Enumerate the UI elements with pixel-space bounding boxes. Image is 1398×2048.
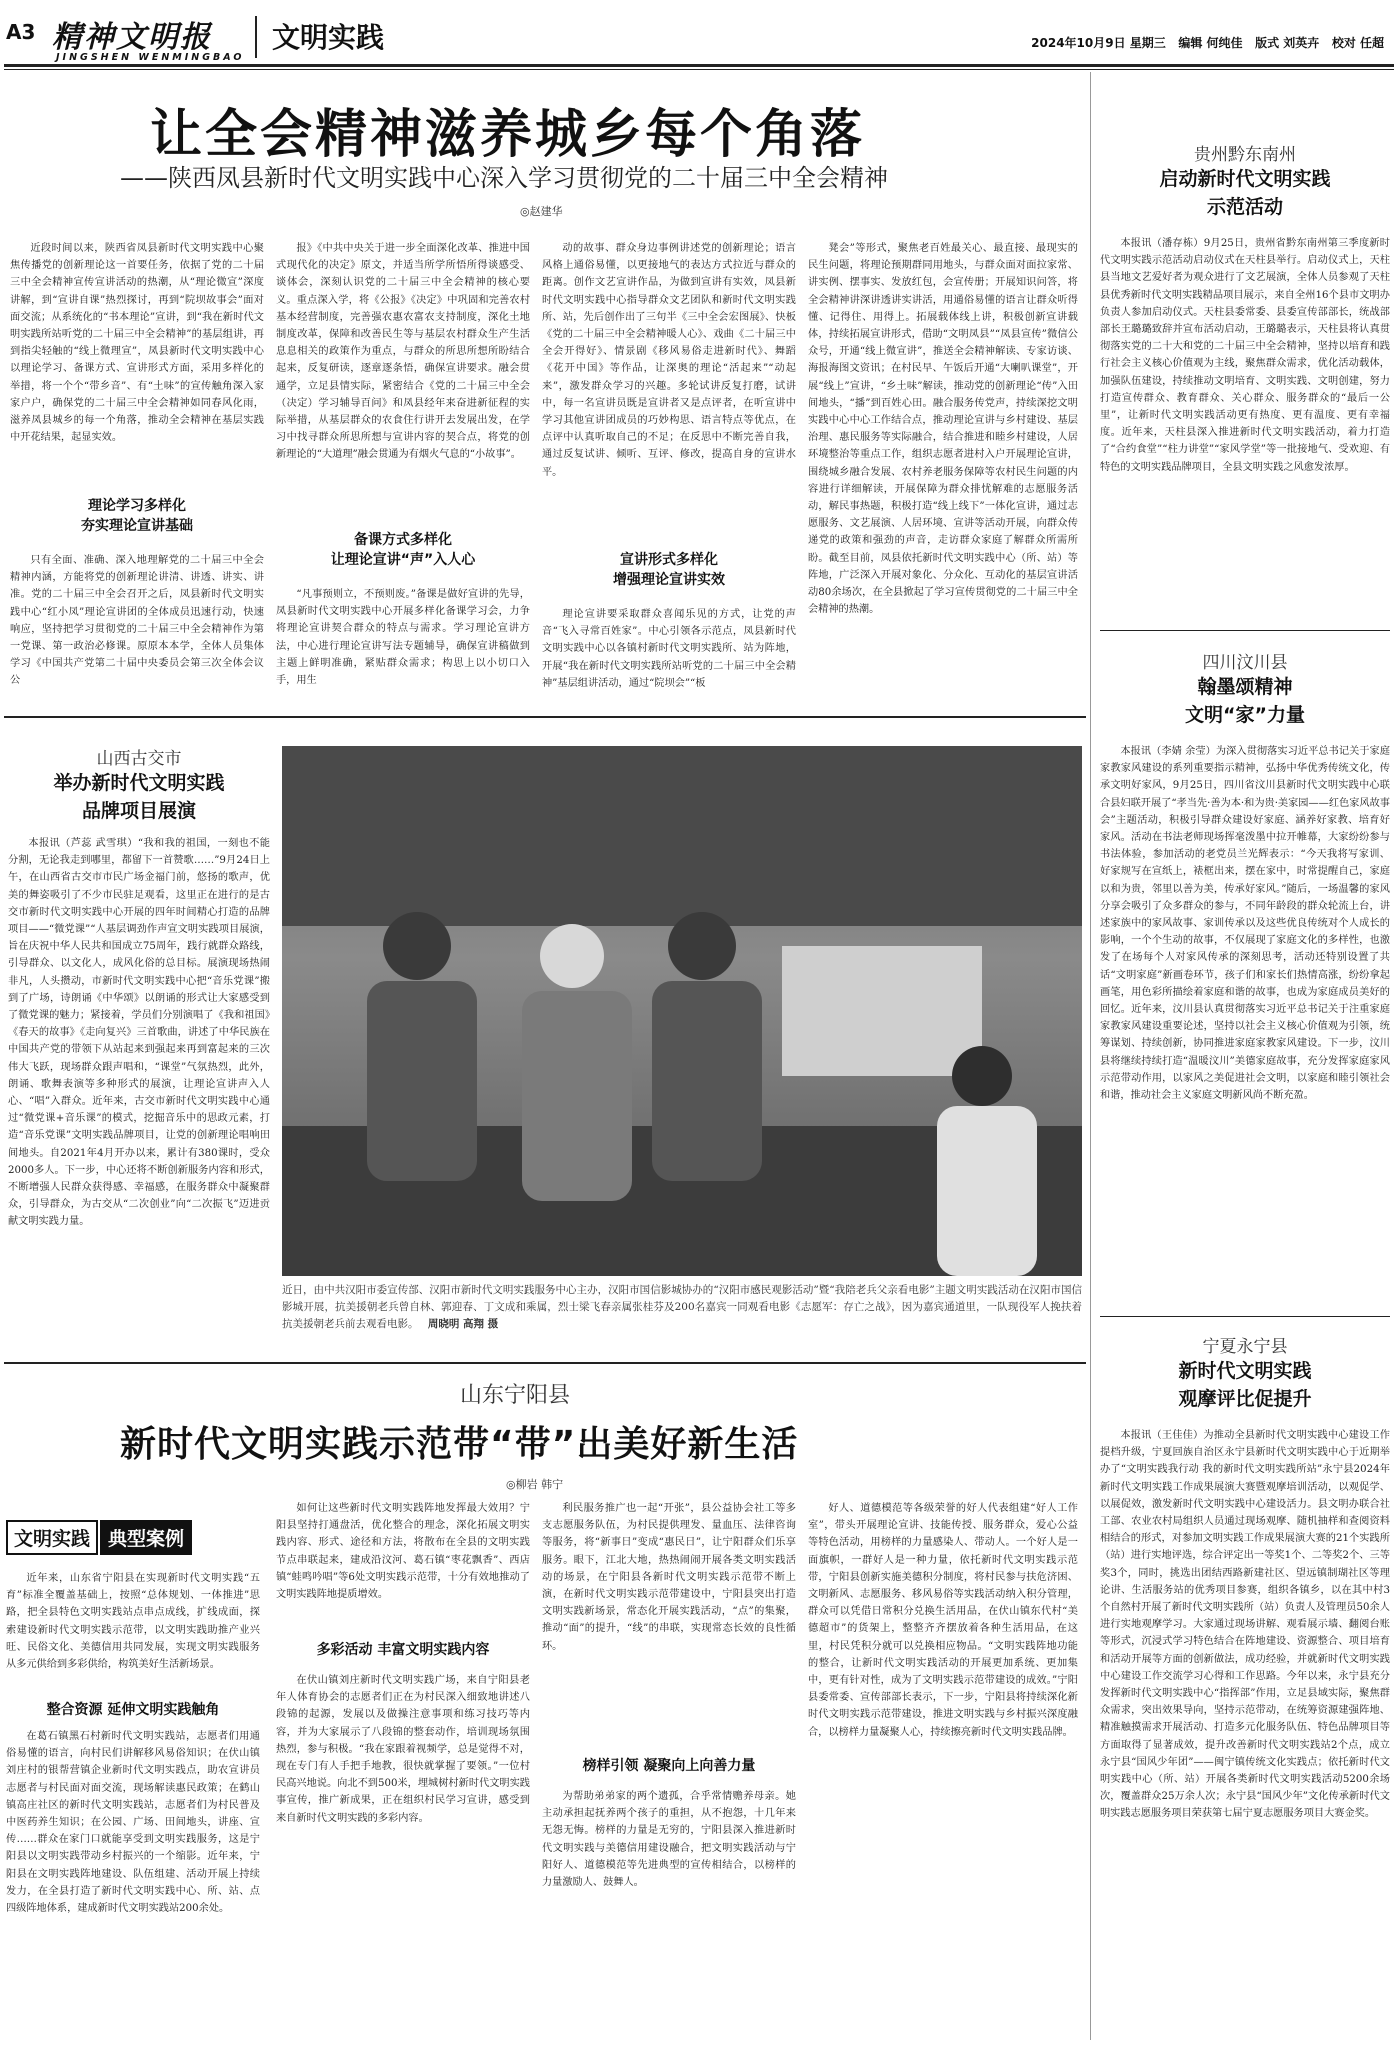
bottom-subhead-1: 整合资源 延伸文明实践触角 xyxy=(46,1702,220,1718)
issue-date: 2024年10月9日 星期三 xyxy=(1031,36,1166,50)
bottom-byline: ◎柳岩 韩宁 xyxy=(506,1478,564,1491)
masthead-rule-thin xyxy=(4,69,1394,70)
side2-title-2: 文明“家”力量 xyxy=(1185,704,1305,726)
side1-title-2: 示范活动 xyxy=(1206,196,1283,218)
side1-body-text: 本报讯（潘存栋）9月25日，贵州省黔东南州第三季度新时代文明实践示范活动启动仪式在天柱县举行。启动仪式上，天柱县当地文艺爱好者为观众进行了文艺展演，全体人员参观了天柱县优秀新时代文明实践精品项目展示，来自全州16个县市文明办负责人参加启动仪式。天柱县委常委、县委宣传部部长，统战部部长王璐璐致辞并宣布活动启动，王璐璐表示，天柱县将认真贯彻落实党的二十大和党的二十届三中全会精神，坚持以培育和践行社会主义核心价值观为主线，聚焦群众需求，优化活动载体，加强队伍建设，持续推动文明培育、文明实践、文明创建，努力打造宣传群众、教育群众、关心群众、服务群众的“最后一公里”，让新时代文明实践活动更有热度、更有温度、更有幸福度。近年来，天柱县深入推进新时代文明实践活动，着力打造了“合约食堂”“柱力讲堂”“家风学堂”等一批接地气、受欢迎、有特色的文明实践品牌项目，全县文明实践之风愈发浓厚。 xyxy=(1100,238,1390,473)
bottom-subhead-3: 榜样引领 凝聚向上向善力量 xyxy=(582,1758,756,1774)
bottom-col-3-text: 利民服务推广也一起“开张”，县公益协会社工等多支志愿服务队伍，为村民提供理发、量血压、法律咨询等服务，将“新事日”变成“惠民日”，让宁阳群众们乐享服务。眼下，江北大地，热热闹闹开展各类文明实践活动的场景，在宁阳县各新时代文明实践示范带不断上演，在新时代文明实践示范带建设中，宁阳县突出打造文明实践新场景，常态化开展实践活动，“点”的集聚，推动“面”的提升，“线”的串联，实现常态长效的良性循环。 xyxy=(542,1503,796,1652)
bottom-region: 山东宁阳县 xyxy=(460,1383,571,1408)
photo-illustration xyxy=(282,746,1082,1276)
side3-body-text: 本报讯（王佳佳）为推动全县新时代文明实践中心建设工作提档升级，宁夏回族自治区永宁县新时代文明实践中心于近期举办了“文明实践我行动 我的新时代文明实践所站”永宁县2024年新时代文明实践工作成果展演大赛暨观摩培训活动，以观促学、以展促效，激发新时代文明实践中心建设活力。县文明办联合社工部、农业农村局组织人员通过现场观摩、随机抽样和查阅资料相结合的形式，对参加文明实践工作成果展演大赛的21个实践所（站）进行实地评选，综合评定出一等奖1个、二等奖2个、三等奖3个，同时，挑选出团结西路新建社区、望远镇制瑚社区等理论讲、生活服务站的优秀项目参赛，组织各镇乡，以在其中村3个自然村开展了新时代文明实践所（站）负责人及管理员50余人进行实地观摩学习。大家通过现场讲解、观看展示墙、翻阅台账等形式，沉浸式学习特色结合在阵地建设、资源整合、项目培育和活动开展等方面的创新做法，成功经验，并就新时代文明实践中心建设工作交流学习心得和工作思路。今年以来，永宁县充分发挥新时代文明实践中心“指挥部”作用，立足县域实际，聚焦群众需求，突出效果导向，坚持示范带动，在统筹资源建强阵地、精准触摸需求开展活动、打造多元化服务队伍、特色品牌项目等方面取得了显著成效，提升改善新时代文明实践站2个点，成立永宁县“国风少年团”——闽宁镇传统文化实践点；依托新时代文明实践中心（所、站）开展各类新时代文明实践活动5200余场次，覆盖群众25万余人次；永宁县“国风少年”文化传承新时代文明实践志愿服务项目荣获第七届宁夏志愿服务项目大赛金奖。 xyxy=(1100,1430,1390,1820)
side2-title-1: 翰墨颂精神 xyxy=(1197,676,1293,698)
lead-col-4 xyxy=(808,240,1078,702)
lead-col-2-text: 报》《中共中央关于进一步全面深化改革、推进中国式现代化的决定》原文，并适当所学所悟所得谈感受、谈体会，深刻认识党的二十届三中全会精神的核心要义。重点深入学，将《公报》《决定》中巩固和完善农村基本经营制度，完善强农惠农富农支持制度，深化土地制度改革，保障和改善民生等与基层农村群众生产生活息息相关的政策作为重点，与群众的所思所想所盼结合起来，反复研读，逐章逐条悟，确保宣讲要求。融会贯通学，立足县情实际，紧密结合《党的二十届三中全会（决定）学习辅导百问》和凤县经年来奋进新征程的实际举措，从基层群众的农食住行讲开去发展出发，在学习中找寻群众所思所想与宣讲内容的契合点，将党的创新理论的“大道理”融会贯通为有烟火气息的“小故事”。 xyxy=(276,243,530,461)
lead-subhead-2a: 备课方式多样化 xyxy=(354,532,452,548)
bottom-subhead-2: 多彩活动 丰富文明实践内容 xyxy=(316,1642,490,1658)
side3-body xyxy=(1100,1427,1390,2047)
masthead-rule xyxy=(4,64,1394,67)
side4-body-text: 本报讯（芦蕊 武雪琪）“我和我的祖国，一刻也不能分割，无论我走到哪里，都留下一首赞歌……”9月24日上午，在山西省古交市市民广场金福门前，悠扬的歌声，优美的舞姿吸引了不少市民驻足观看，这里正在进行的是古交市新时代文明实践中心开展的四年时间精心打造的品牌项目——“微党课”“人基层调劲作声宣文明实践项目展演，旨在庆祝中华人民共和国成立75周年，践行就群众路线，引导群众、以文化人，成风化俗的总目标。展演现场热闹非凡，人头攒动，市新时代文明实践中心把“音乐党课”搬到了广场，诗朗诵《中华颂》以朗诵的形式让大家感受到了微党课的魅力；紧接着，学员们分别演唱了《我和祖国》《春天的故事》《走向复兴》三首歌曲，讲述了中华民族在中国共产党的带领下从站起来到强起来再到富起来的三次伟大飞跃，现场群众跟声唱和，“课堂”气氛热烈，此外，朗诵、歌舞表演等多种形式的展演，让理论宣讲声入人心、“唱”入群众。近年来，古交市新时代文明实践中心通过“微党课+音乐课”的模式，挖掘音乐中的思政元素，打造“音乐党课”文明实践品牌项目，让党的创新理论唱响田间地头。自2021年4月开办以来，累计有380课时，受众2000多人。下一步，中心还将不断创新服务内容和形式，不断增强人民群众获得感、幸福感，在服务群众中凝聚群众，引导群众，为古交从“二次创业”向“二次振飞”迈进贡献文明实践力量。 xyxy=(8,838,270,1228)
bottom-col-2b xyxy=(276,1672,530,2040)
side2-body-text: 本报讯（李婧 余莹）为深入贯彻落实习近平总书记关于家庭家教家风建设的系列重要指示精神，弘扬中华优秀传统文化，传承文明好家风，9月25日，四川省汶川县新时代文明实践中心联合县妇联开展了“孝当先·善为本·和为贵·美家园——红色家风故事会”主题活动，积极引导群众建设好家庭、涵养好家教、培育好家风。活动在书法老师现场挥毫泼墨中拉开帷幕，大家纷纷参与书法体验，参加活动的老党员兰光辉表示：“今天我将写家训、好家规写在宣纸上，裱框出来，摆在家中，时常提醒自己，家庭以和为贵，邻里以善为美，传承好家风。”随后，一场温馨的家风分享会吸引了众多群众的参与，不同年龄段的群众轮流上台，讲述家族中的家风故事、家训传承以及这些优良传统对个人成长的影响，一个个生动的故事，不仅展现了家庭文化的多样性，也激发了在场每个人对家风传承的深刻思考，活动还特别设置了共话“文明家庭”新画卷环节，孩子们和家长们热情高涨，纷纷拿起画笔，用色彩所描绘着家庭和谐的故事，也成为家庭成员美好的回忆。近年来，汶川县认真贯彻落实习近平总书记关于注重家庭家教家风建设重要论述，坚持以社会主义核心价值观为引领，统筹谋划、持续创新，协同推进家庭家教家风建设。下一步，汶川县将继续持续打造“温暖汶川”美德家庭故事，充分发挥家庭家风示范带动作用，以家风之美促进社会文明，以家庭和睦引领社会和谐，推动社会主义家庭文明新风尚不断充盈。 xyxy=(1100,746,1390,1102)
lead-col-1b xyxy=(10,552,264,702)
lead-col-2b-text: “凡事预则立，不预则废。”备课是做好宣讲的先导，凤县新时代文明实践中心开展多样化备课学习会，力争将理论宣讲契合群众的特点与需求。学习理论宣讲方法，中心进行理论宣讲写法专题辅导，确保宣讲稿做到主题上鲜明准确，紧贴群众需求；构思上以小切口入手，用生 xyxy=(276,589,530,687)
bottom-section-rule xyxy=(4,1362,1086,1364)
right-column-divider xyxy=(1090,72,1091,2040)
lead-col-4-text: 凳会”等形式，聚焦老百姓最关心、最直接、最现实的民生问题，将理论预期群同用地头，与群众面对面拉家常、讲实例、摆事实、发放红包，会宣传册；开展知识问答，将全会精神讲深讲透讲实讲活，用通俗易懂的语言让群众听得懂、记得住、用得上。拓展载体线上讲，积极创新宣讲载体，持续拓展宣讲形式，借助“文明凤县”“凤县宣传”微信公众号，开通“线上微宣讲”，推送全会精神解读、专家访谈、海报海图文资讯；在村民早、午饭后开通“大喇叭课堂”，开展“线上”宣讲，“乡土味”解读，推动党的创新理论“传”入田间地头，“播”到百姓心田。融合服务传党声，持续深挖文明实践中心中心工作结合点，推动理论宣讲与乡村建设、基层治理、惠民服务等实际融合，结合推进和睦乡村建设，人居环境整治等重点工作，组织志愿者进村入户开展理论宣讲，围绕城乡融合发展、农村养老服务保障等农村民生问题的内容进行详细解读，开展保障为群众排忧解难的志愿服务活动，解民事热题，积极打造“线上线下”一体化宣讲，通过志愿服务、文艺展演、人居环境、宣讲等活动开展，向群众传递党的政策和强劲的声音，走访群众家庭了解群众所需所盼。截至目前，凤县依托新时代文明实践中心（所、站）等阵地，广泛深入开展对象化、分众化、互动化的基层宣讲活动80余场次，在全县掀起了学习宣传贯彻党的二十届三中全会精神的热潮。 xyxy=(808,243,1078,616)
lead-col-1 xyxy=(10,240,264,488)
bottom-col-1b xyxy=(6,1728,260,2040)
lead-col-3b-text: 理论宣讲要采取群众喜闻乐见的方式，让党的声音“飞入寻常百姓家”。中心引领各示范点，凤县新时代文明实践中心以各镇村新时代文明实践所、站为阵地，开展“我在新时代文明实践所站听党的二十届三中全会精神”基层组讲活动，通过“院坝会”“板 xyxy=(542,609,796,689)
lead-col-3-text: 动的故事、群众身边事例讲述党的创新理论；语言风格上通俗易懂，以更接地气的表达方式拉近与群众的距离。创作文艺宣讲作品，为做到宣讲有实效，凤县新时代文明实践中心指导群众文艺团队和新时代文明实践所、站，先后创作出了三句半《三中全会宏图展》、快板《党的二十届三中全会精神暖人心》、戏曲《二十届三中全会开得好》、情景剧《移风易俗走进新时代》、舞蹈《花开中国》等作品，让深奥的理论“活起来”“动起来”，激发群众学习的兴趣。多轮试讲反复打磨，试讲中，每一名宣讲员既是宣讲者又是点评者，在听宣讲中学习其他宣讲团成员的巧妙构思、语言特点等优点，在点评中认真听取自己的不足；在反思中不断完善自我，通过反复试讲、倾听、互评、修改，提高自身的宣讲水平。 xyxy=(542,243,796,478)
section-name: 文明实践 xyxy=(272,21,385,54)
photo-caption-text: 近日，由中共汉阳市委宣传部、汉阳市新时代文明实践服务中心主办，汉阳市国信影城协办的“汉阳市感民观影活动”暨“我陪老兵父亲看电影”主题文明实践活动在汉阳市国信影城开展，抗美援朝老兵曾自林、郭迎春、丁文成和乘属，烈士梁飞春亲属张桂芬及200名嘉宾一同观看电影《志愿军：存亡之战》，因为嘉宾通道里，一队现役军人挽扶着抗美援朝老兵前去观看电影。 xyxy=(282,1284,1082,1330)
section-tag xyxy=(6,1520,192,1555)
news-photo xyxy=(282,746,1082,1276)
side1-title-1: 启动新时代文明实践 xyxy=(1159,168,1331,190)
masthead-info xyxy=(1031,34,1384,51)
bottom-col-1 xyxy=(6,1570,260,1686)
side-story-sichuan xyxy=(1100,648,1390,1303)
bottom-col-4-text: 好人、道德模范等各级荣誉的好人代表组建“好人工作室”，带头开展理论宣讲、技能传授、服务群众，爱心公益等特色活动，用榜样的力量感染人、带动人。一个好人是一面旗帜，一群好人是一种力量，依托新时代文明实践示范带，宁阳县创新实施美德积分制度，将村民参与扶危济困、文明新风、志愿服务、移风易俗等实践活动纳入积分管理，群众可以凭借日常积分兑换生活用品，在伏山镇东代村“美德超市”的货架上，整整齐齐摆放着各种生活用品，在这里，村民凭积分就可以兑换相应物品。“文明实践阵地功能的整合，让新时代文明实践活动的开展更加系统、更加集中，更有针对性，成为了文明实践示范带建设的成效。”宁阳县委常委、宣传部部长表示，下一步，宁阳县将持续深化新时代文明实践示范带建设，推进文明实践与乡村振兴深度融合，以榜样力量凝聚人心，持续擦亮新时代文明实践品牌。 xyxy=(808,1503,1078,1738)
side4-title-1: 举办新时代文明实践 xyxy=(53,772,225,794)
lead-col-3b xyxy=(542,606,796,702)
lead-subhead-3b: 增强理论宣讲实效 xyxy=(613,572,725,588)
lead-subhead-3 xyxy=(542,550,796,590)
page-code: A3 xyxy=(6,20,36,44)
paper-name: 精神文明报 xyxy=(52,20,212,55)
lead-subhead-3a: 宣讲形式多样化 xyxy=(620,552,718,568)
side2-body xyxy=(1100,743,1390,1303)
bottom-col-2-text: 如何让这些新时代文明实践阵地发挥最大效用？宁阳县坚持打通盘活，优化整合的理念，深化拓展文明实践内容、形式、途径和方法，将散布在全县的文明实践节点串联起来，建成沿汶河、葛石镇“枣花飘香”、西店镇“蛙鸣吟唱”等6处文明实践示范带，十分有效地推动了文明实践阵地提质增效。 xyxy=(276,1503,530,1601)
lead-subhead-1a: 理论学习多样化 xyxy=(88,498,186,514)
lead-subtitle: ——陕西凤县新时代文明实践中心深入学习贯彻党的二十届三中全会精神 xyxy=(120,164,888,192)
lead-byline: ◎赵建华 xyxy=(520,205,563,218)
side3-title-2: 观摩评比促提升 xyxy=(1178,1388,1312,1410)
lead-bottom-rule xyxy=(4,716,1086,718)
side2-region: 四川汶川县 xyxy=(1202,653,1288,673)
lead-title: 让全会精神滋养城乡每个角落 xyxy=(150,105,866,165)
lead-subhead-2b: 让理论宣讲“声”入人心 xyxy=(330,552,476,568)
section-tag-2: 典型案例 xyxy=(100,1520,192,1555)
side4-title-2: 品牌项目展演 xyxy=(81,800,196,822)
lead-col-1b-text: 只有全面、准确、深入地理解党的二十届三中全会精神内涵，方能将党的创新理论讲清、讲透、讲实、讲准。党的二十届三中全会召开之后，凤县新时代文明实践中心“红小凤”理论宣讲团的全体成员迅速行动，快速响应，坚持把学习贯彻党的二十届三中全会精神作为第一党课、第一政治必修课。原原本本学，全体人员集体学习《中国共产党第二十届中央委员会第三次全体会议公 xyxy=(10,555,264,687)
lead-subhead-1b: 夯实理论宣讲基础 xyxy=(81,518,193,534)
side3-title-1: 新时代文明实践 xyxy=(1178,1360,1312,1382)
side4-body xyxy=(8,835,270,1335)
masthead-divider xyxy=(255,16,257,58)
side1-region: 贵州黔东南州 xyxy=(1194,145,1296,165)
lead-col-2b xyxy=(276,586,530,702)
lead-col-1-text: 近段时间以来，陕西省凤县新时代文明实践中心聚焦传播党的创新理论这一首要任务，依据了党的二十届三中全会精神宣传宣讲活动的热潮，从“理论微宣”深度讲解，到“宣讲自课”热烈探讨，再到“院坝故事会”面对面交流；从系统化的“书本理论”宣讲，到“我在新时代文明实践所站听党的二十届三中全会精神”的基层组讲，再到指尖轻触的“线上微理宣”，凤县新时代文明实践中心以理论学习、备课方式、宣讲形式方面，采用多样化的举措，将一个个“带乡音”、有“土味”的宣传触角深入家家户户，确保党的二十届三中全会精神如同春风化雨，滋养凤县城乡的每一个角落，推动全会精神在基层实践中开花结果，起显实效。 xyxy=(10,243,264,444)
bottom-col-4 xyxy=(808,1500,1078,2040)
side-story-ningxia xyxy=(1100,1332,1390,2047)
lead-col-3 xyxy=(542,240,796,544)
photo-caption xyxy=(282,1282,1082,1333)
side1-rule xyxy=(1100,630,1390,631)
bottom-col-3b xyxy=(542,1788,796,2040)
side1-body xyxy=(1100,235,1390,655)
bottom-col-1b-text: 在葛石镇黑石村新时代文明实践站，志愿者们用通俗易懂的语言，向村民们讲解移风易俗知识；在伏山镇刘庄村的银帮营镇企业新时代文明实践点，助农宣讲员志愿者与村民面对面交流，现场解读惠民政策；在鹤山镇高庄社区的新时代文明实践站，志愿者们为村民普及中医药养生知识；在公园、广场、田间地头，讲座、宣传……群众在家门口就能享受到文明实践服务，这是宁阳县以文明实践带动乡村振兴的一个缩影。近年来，宁阳县在文明实践阵地建设、队伍组建、活动开展上持续发力，在全县打造了新时代文明实践中心、所、站、点四级阵地体系，建成新时代文明实践站200余处。 xyxy=(6,1731,260,1915)
side-story-guizhou xyxy=(1100,140,1390,655)
layout-credit: 版式 刘英卉 xyxy=(1255,36,1320,50)
proof-credit: 校对 任超 xyxy=(1331,36,1384,50)
side3-region: 宁夏永宁县 xyxy=(1202,1337,1288,1357)
side2-rule xyxy=(1100,1316,1390,1317)
bottom-title: 新时代文明实践示范带“带”出美好新生活 xyxy=(120,1424,799,1465)
section-tag-1: 文明实践 xyxy=(6,1520,98,1555)
bottom-col-2b-text: 在伏山镇刘庄新时代文明实践广场，来自宁阳县老年人体育协会的志愿者们正在为村民深入细致地讲述八段锦的起源，发展以及做操注意事项和练习技巧等内容，并为大家展示了八段锦的整套动作，培训现场氛围热烈，参与积极。“我在家跟着视频学，总是觉得不对，现在专门有人手把手地教，很快就掌握了要领。”一位村民高兴地说。向北不到500米，埋城树村新时代文明实践事宣传，推广新成果，正在组织村民学习宣讲，感受到来自新时代文明实践的多彩内容。 xyxy=(276,1675,530,1824)
side-story-shanxi xyxy=(8,744,270,1335)
bottom-col-3 xyxy=(542,1500,796,1744)
paper-name-pinyin: JINGSHEN WENMINGBAO xyxy=(56,52,245,63)
lead-subhead-1 xyxy=(10,496,264,536)
side4-region: 山西古交市 xyxy=(96,749,182,769)
photo-credit: 周晓明 高翔 摄 xyxy=(427,1318,499,1330)
bottom-col-3b-text: 为帮助弟弟家的两个遗孤，合乎常情赡养母亲。她主动承担起抚养两个孩子的重担，从不抱怨，十几年来无怨无悔。榜样的力量是无穷的，宁阳县深入推进新时代文明实践与美德信用建设融合，把文明实践活动与宁阳好人、道德模范等先进典型的宣传相结合，以榜样的力量激励人、鼓舞人。 xyxy=(542,1791,796,1889)
editor-credit: 编辑 何纯佳 xyxy=(1178,36,1243,50)
bottom-col-2 xyxy=(276,1500,530,1624)
lead-col-2 xyxy=(276,240,530,524)
lead-subhead-2 xyxy=(276,530,530,570)
bottom-col-1-text: 近年来，山东省宁阳县在实现新时代文明实践“五育”标准全覆盖基础上，按照“总体规划、一体推进”思路，把全县特色文明实践站点串点成线，扩线成面，探索建设新时代文明实践示范带，以文明实践助推产业兴旺、民俗文化、美德信用共同发展，实现文明实践服务从多元供给到多彩供给，构筑美好生活新场景。 xyxy=(6,1573,260,1671)
